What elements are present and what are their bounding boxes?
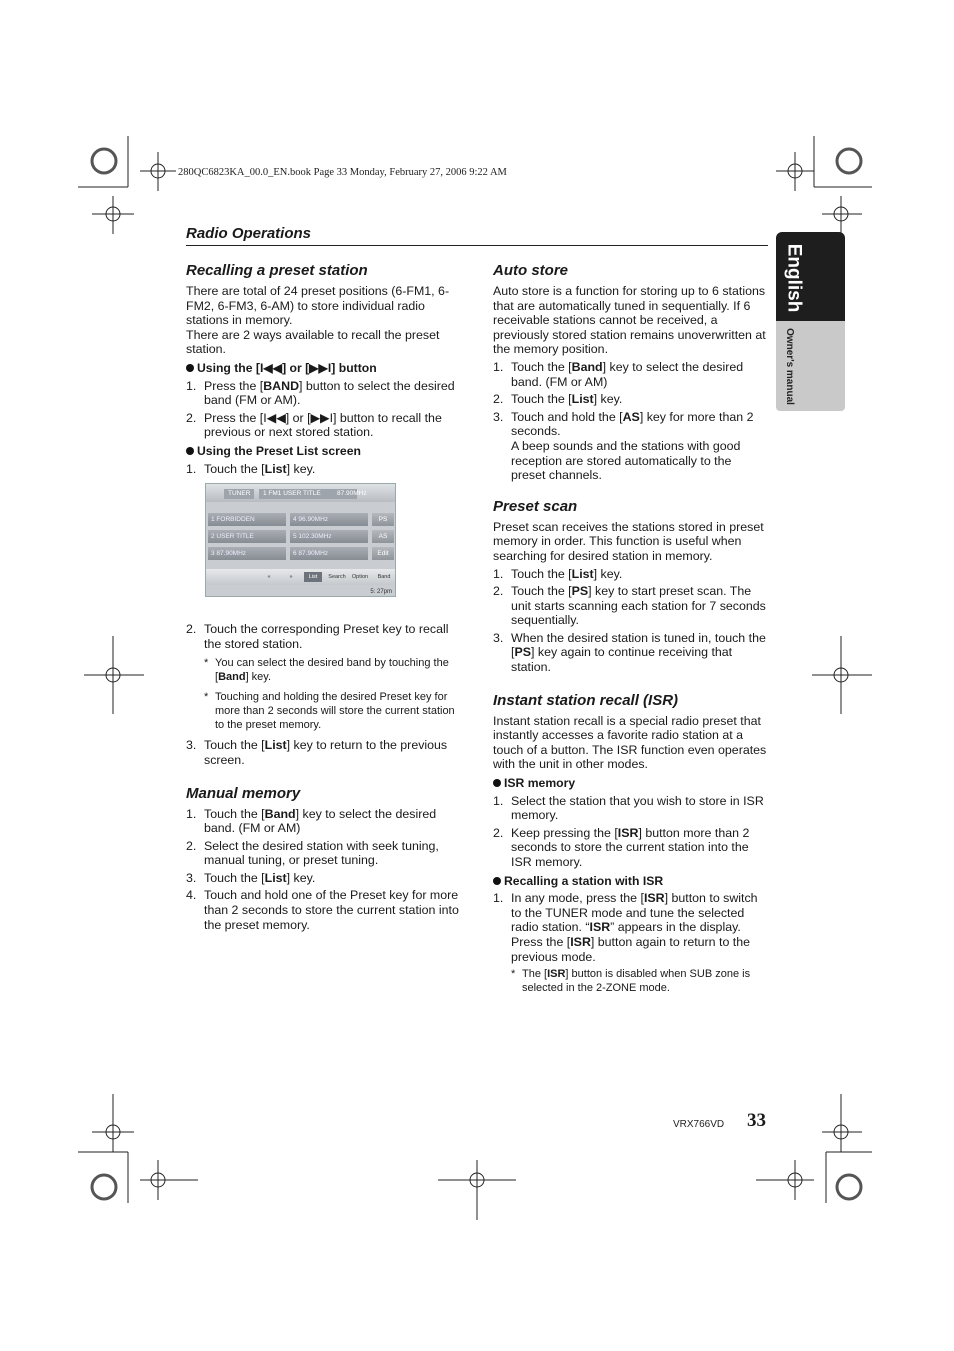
bullet-icon — [186, 447, 194, 455]
bullet-icon — [186, 364, 194, 372]
recall-list-steps-cont — [186, 622, 462, 651]
recall-list-steps — [186, 462, 462, 477]
list-item: 1. Select the station that you wish to store in ISR memory. — [493, 793, 764, 823]
isr-memory-steps — [493, 794, 769, 870]
edit-key: Edit — [372, 547, 394, 560]
band-key: Band — [377, 574, 391, 580]
subheading-preset-list: Using the Preset List screen — [186, 444, 462, 459]
list-item: 2. Keep pressing the [ISR] button more than 2 seconds to store the current station into the ISR memory. — [493, 825, 750, 869]
list-item: 2. Touch the [PS] key to start preset scan. The unit starts scanning each station for 7 seconds sequentially. — [493, 584, 766, 628]
auto-intro: Auto store is a function for storing up to 6 stations that are automatically tuned in sequentially. If 6 receivable stations cannot be received, a previously stored station remains unoverwritten at the memory position. — [493, 284, 766, 357]
scan-intro: Preset scan receives the stations stored in preset memory in order. This function is useful when searching for desired station in memory. — [493, 519, 764, 563]
subheading-seek-buttons: Using the [I◀◀] or [▶▶I] button — [186, 361, 462, 376]
heading-preset-scan: Preset scan — [493, 497, 578, 515]
list-item: 3. Touch the [List] key to return to the previous screen. — [186, 738, 448, 767]
list-item: 1. In any mode, press the [ISR] button to switch to the TUNER mode and tune the selected radio station. “ISR” appears in the display. Press the [ISR] button again to return to the previous mode. — [493, 891, 758, 964]
list-item: 1. Touch the [Band] key to select the desired band. (FM or AM) — [493, 359, 744, 389]
next-icon: » — [289, 574, 293, 580]
model-number: VRX766VD — [673, 1119, 725, 1130]
list-item: 2. Press the [I◀◀] or [▶▶I] button to recall the previous or next stored station. — [186, 410, 442, 440]
preset-row: 3 87.90MHz — [208, 547, 286, 560]
recall-intro-2: There are 2 ways available to recall the preset station. — [186, 327, 440, 357]
preset-row: 4 96.90MHz — [290, 513, 368, 526]
screen-clock: 5: 27pm — [370, 589, 392, 595]
language-tab — [776, 232, 845, 411]
recall-list-steps-end — [186, 738, 462, 767]
list-item: 1. Press the [BAND] button to select the desired band (FM or AM). — [186, 378, 455, 408]
note-band: * You can select the desired band by touching the [Band] key. — [204, 657, 449, 684]
bullet-icon — [493, 877, 501, 885]
list-key: List — [304, 572, 322, 582]
heading-recall-preset: Recalling a preset station — [186, 262, 368, 279]
subheading-isr-recall: Recalling a station with ISR — [493, 874, 769, 889]
screen-tab-tuner: TUNER — [224, 489, 254, 499]
page-number: 33 — [747, 1110, 766, 1131]
note-isr-disabled: * The [ISR] button is disabled when SUB zone is selected in the 2-ZONE mode. — [511, 968, 751, 995]
screen-tab-freq: 87.90MHz — [337, 490, 367, 497]
scan-steps — [493, 567, 769, 675]
language-label: English — [783, 243, 804, 313]
prev-icon: « — [267, 574, 271, 580]
preset-row: 2 USER TITLE — [208, 530, 286, 543]
list-item: 1. Touch the [List] key. — [493, 566, 623, 581]
heading-auto-store: Auto store — [493, 262, 568, 279]
auto-steps — [493, 360, 769, 483]
bullet-icon — [493, 779, 501, 787]
note-hold: * Touching and holding the desired Preset key for more than 2 seconds will store the current station to the preset memory. — [204, 691, 455, 732]
heading-manual-memory: Manual memory — [186, 784, 301, 802]
heading-isr: Instant station recall (ISR) — [493, 691, 679, 709]
list-item: 2. Touch the corresponding Preset key to recall the stored station. — [186, 622, 449, 651]
print-header: 280QC6823KA_00.0_EN.book Page 33 Monday, February 27, 2006 9:22 AM — [178, 167, 507, 178]
preset-row: 6 87.90MHz — [290, 547, 368, 560]
manual-steps — [186, 807, 462, 933]
subheading-isr-memory: ISR memory — [493, 776, 769, 791]
section-divider — [186, 245, 768, 246]
list-item: 2. Touch the [List] key. — [493, 392, 623, 407]
recall-intro-1: There are total of 24 preset positions (6-FM1, 6-FM2, 6-FM3, 6-AM) to store individual radio stations in memory. — [186, 284, 450, 328]
search-key: Search — [328, 574, 346, 580]
ps-key: PS — [372, 513, 394, 526]
recall-seek-steps — [186, 379, 462, 440]
preset-row: 1 FORBIDDEN — [208, 513, 286, 526]
list-item: 4. Touch and hold one of the Preset key for more than 2 seconds to store the current station into the preset memory. — [186, 888, 459, 932]
section-title: Radio Operations — [186, 225, 312, 242]
right-column — [493, 262, 769, 1001]
list-item: 3. Touch the [List] key. — [186, 870, 316, 885]
isr-intro: Instant station recall is a special radio preset that instantly accesses a favorite radio station at a touch of a button. The ISR function even operates with the unit in other modes. — [493, 713, 767, 772]
list-item: 1. Touch the [List] key. — [186, 461, 316, 476]
isr-recall-steps — [493, 891, 769, 964]
list-item: 3. Touch and hold the [AS] key for more than 2 seconds. A beep sounds and the stations with good reception are stored automatically to the preset channels. — [493, 409, 754, 483]
list-item: 1. Touch the [Band] key to select the desired band. (FM or AM) — [186, 806, 437, 836]
list-item: 2. Select the desired station with seek tuning, manual tuning, or preset tuning. — [186, 838, 439, 868]
as-key: AS — [372, 530, 394, 543]
left-column — [186, 262, 462, 935]
screen-tab-title: 1 FM1 USER TITLE — [259, 489, 357, 499]
list-item: 3. When the desired station is tuned in, touch the [PS] key again to continue receiving that station. — [493, 630, 766, 675]
tuner-screen-illustration — [205, 483, 396, 597]
option-key: Option — [351, 574, 369, 580]
manual-label: Owner's manual — [783, 327, 795, 405]
preset-row: 5 102.30MHz — [290, 530, 368, 543]
